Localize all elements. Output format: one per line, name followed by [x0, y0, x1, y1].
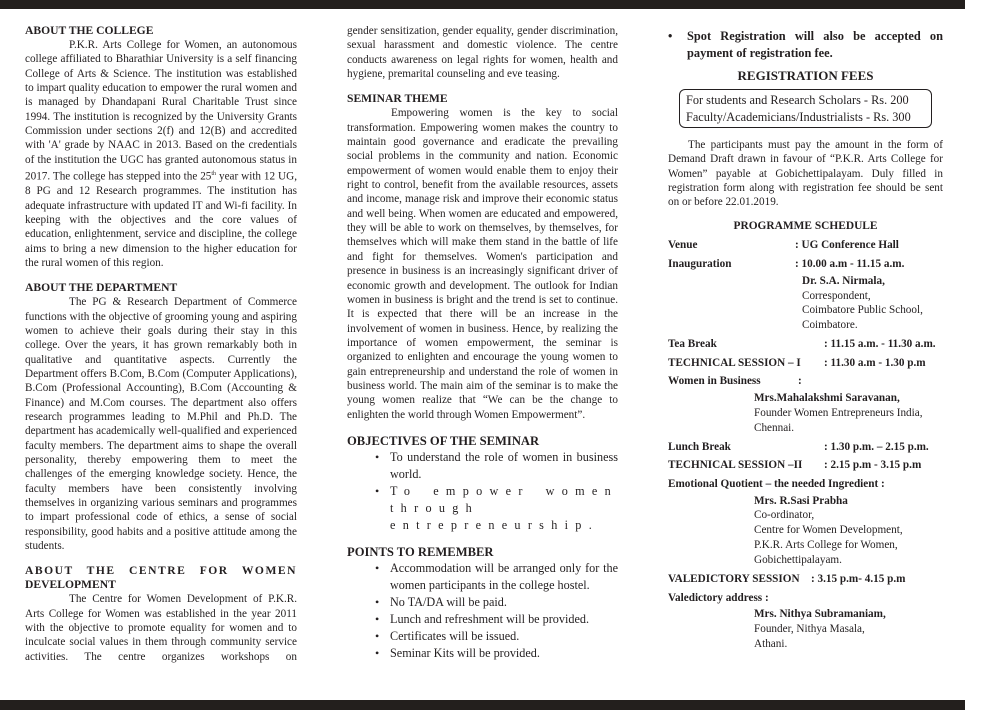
objective-item-text: To empower women through entrepreneurship.: [390, 483, 618, 532]
point-item: • Seminar Kits will be provided.: [390, 645, 618, 662]
objectives-heading: OBJECTIVES OF THE SEMINAR: [347, 433, 540, 448]
valedictory-address-label: Valedictory address :: [668, 591, 769, 604]
session-topic: Emotional Quotient – the needed Ingredient :: [668, 477, 885, 490]
seminar-theme-body: Empowering women is the key to social transformation. Empowering women makes the country to maintain good governance and eradicate the prevailing social problems in the community and nation. Economic empowerment of women would enable them to enjoy their right to control, benefit from the available resources, assets and income, manage risk and improve their economic status and well being. When women are educated and empowered, they will be able to work on themselves, by themselves, for themselves which will make them stand in the battle of life and fight for themselves. Women's participation and presence in business is an increasingly significant driver of economic growth and development. The outlook for Indian women in business is bright and the trend is set to continue. It is expected that there will be an increase in the involvement of women in business. Hence, by realizing the importance of women empowerment, the seminar is organized to enlighten and encourage the young women to gain entrepreneurship and understand the role of women in business world. The main aim of the seminar is to make the young women realize that “We can be the change to enlighten the world through Women Empowerment”.: [347, 107, 618, 421]
schedule-venue: [668, 239, 943, 253]
registration-fees-box: [679, 89, 932, 128]
speaker-name: Mrs. Nithya Subramaniam,: [754, 608, 886, 621]
schedule-label: VALEDICTORY SESSION: [668, 573, 800, 586]
speaker-detail: Centre for Women Development,: [754, 524, 903, 537]
points-heading: POINTS TO REMEMBER: [347, 544, 494, 559]
speaker-detail: Correspondent,: [802, 289, 871, 302]
schedule-value: : 10.00 a.m - 11.15 a.m.: [795, 258, 905, 271]
schedule-label: Tea Break: [668, 338, 717, 351]
session1-speaker-block: [668, 391, 943, 436]
spot-registration-note: [668, 28, 943, 62]
schedule-value: : 1.30 p.m. – 2.15 p.m.: [824, 440, 929, 453]
session2-topic: [668, 478, 943, 492]
about-college-section: [25, 24, 297, 270]
schedule-value: : 2.15 p.m - 3.15 p.m: [824, 459, 922, 472]
about-department-heading: ABOUT THE DEPARTMENT: [25, 281, 178, 295]
schedule-label: TECHNICAL SESSION – I: [668, 356, 801, 369]
about-college-body: [25, 38, 297, 270]
points-section: [347, 544, 618, 662]
speaker-name: Dr. S.A. Nirmala,: [802, 274, 885, 287]
speaker-detail: Founder Women Entrepreneurs India,: [754, 406, 923, 419]
about-college-text-tail: year with 12 UG, 8 PG and 12 Research programmes. The institution has adequate infrastructure with updated IT and Wi-fi facility. In keeping with the objectives and the core values of education, enlightenment, service and discipline, the college aims to bring a new dimension to the higher education for the rural women of this region.: [25, 170, 297, 269]
point-item: • Accommodation will be arranged only for the women participants in the college hostel.: [390, 560, 618, 594]
schedule-tea-break: [668, 338, 943, 352]
valedictory-speaker-block: [668, 607, 943, 652]
session2-speaker-block: [668, 494, 943, 569]
objective-item: • To understand the role of women in business world.: [390, 449, 618, 483]
bullet-icon: •: [668, 29, 673, 43]
point-item: • No TA/DA will be paid.: [390, 594, 618, 611]
objectives-section: [347, 433, 618, 534]
speaker-name: Mrs.Mahalakshmi Saravanan,: [754, 392, 900, 405]
about-college-text: P.K.R. Arts College for Women, an autonomous college affiliated to Bharathiar University is a self financing College of Arts & Science. The institution was established to impart quality education to empower the rural women and is managed by Dhandapani Rural Charitable Trust since 1994. The institution is recognized by the University Grants Commission under sections 2(f) and 12(B) and accredited with 'A' grade by NAAC in 2013. Based on the credentials of the institution the UGC has granted autonomous status in 2017. The college has stepped into the 25: [25, 39, 297, 183]
schedule-label: TECHNICAL SESSION –II: [668, 459, 803, 472]
fee-row: Faculty/Academicians/Industrialists - Rs. 300: [686, 109, 911, 124]
column-right: [668, 28, 943, 657]
speaker-detail: Co-ordinator,: [754, 509, 815, 522]
top-border-bar: [0, 0, 965, 9]
schedule-technical-session-1: [668, 357, 943, 371]
about-centre-body-continued: gender sensitization, gender equality, gender discrimination, sexual harassment and domestic violence. The centre conducts awareness on legal rights for women, health and hygiene, premarital counseling and eve teasing.: [347, 25, 618, 81]
schedule-value: : 11.15 a.m. - 11.30 a.m.: [824, 338, 936, 351]
column-middle: [347, 24, 618, 662]
ordinal-suffix: th: [211, 171, 217, 178]
spot-registration-text: Spot Registration will also be accepted on payment of registration fee.: [687, 29, 943, 60]
speaker-detail: Coimbatore.: [802, 319, 858, 332]
inauguration-speaker-block: [668, 274, 943, 334]
about-centre-heading-line1: ABOUT THE CENTRE FOR WOMEN: [25, 564, 297, 578]
session-topic: Women in Business: [668, 375, 761, 388]
schedule-lunch-break: [668, 441, 943, 455]
schedule-value: : 11.30 a.m - 1.30 p.m: [824, 356, 926, 369]
topic-colon: :: [798, 375, 802, 388]
schedule-label: Lunch Break: [668, 440, 731, 453]
objectives-list: [347, 449, 618, 534]
schedule-value: : 3.15 p.m- 4.15 p.m: [811, 573, 906, 586]
point-item: • Certificates will be issued.: [390, 628, 618, 645]
schedule-inauguration: [668, 258, 943, 272]
valedictory-address: [668, 592, 943, 606]
payment-instructions: The participants must pay the amount in the form of Demand Draft drawn in favour of “P.K.R. Arts College for Women” payable at Gobichettipalayam. Duly filled in registration form along with registration fee should be sent on or before 22.01.2019.: [668, 139, 943, 209]
fee-row: For students and Research Scholars - Rs. 200: [686, 93, 909, 107]
session1-topic: [668, 375, 943, 389]
schedule-label: Inauguration: [668, 258, 732, 271]
about-centre-body: The Centre for Women Development of P.K.R. Arts College for Women was established in the year 2011 with the objective to promote equality for women and to inculcate social values in them through community service activities. The centre organizes workshops on: [25, 593, 297, 663]
schedule-valedictory: [668, 573, 943, 587]
schedule-technical-session-2: [668, 459, 943, 473]
speaker-detail: Chennai.: [754, 421, 795, 434]
registration-fees-heading: REGISTRATION FEES: [737, 68, 874, 83]
about-centre-heading-line2: DEVELOPMENT: [25, 578, 116, 592]
points-list: [347, 560, 618, 662]
schedule-value: : UG Conference Hall: [795, 239, 899, 252]
about-college-heading: ABOUT THE COLLEGE: [25, 24, 154, 37]
objective-item: [390, 483, 618, 534]
speaker-detail: Athani.: [754, 638, 788, 651]
speaker-detail: Gobichettipalayam.: [754, 554, 842, 567]
about-department-body: The PG & Research Department of Commerce functions with the objective of grooming young and aspiring women to achieve their goals during their stay in this college. Over the years, it has grown remarkably both in qualitative and quantitative aspects. Currently the Department offers B.Com, B.Com (Computer Applications), B.Com (Professional Accounting), B.Com (Accounting & Finance) and M.Com courses. The department also offers research programmes leading to M.Phil and Ph.D. The department has academically well-qualified and experienced faculty members. The department aims to shape the overall personality, thereby empowering them to meet the challenges of the emerging knowledge society. Hence, the faculty members have been consistently involving themselves in organizing various seminars and programmes to impart professional code of ethics, a sense of social responsibility, good habits and a positive attitude among the students.: [25, 296, 297, 553]
speaker-detail: Coimbatore Public School,: [802, 304, 923, 317]
point-item: • Lunch and refreshment will be provided.: [390, 611, 618, 628]
speaker-detail: P.K.R. Arts College for Women,: [754, 539, 898, 552]
seminar-theme-section: [347, 92, 618, 422]
programme-schedule-heading: PROGRAMME SCHEDULE: [733, 220, 878, 233]
about-department-section: [25, 281, 297, 553]
column-left: [25, 24, 297, 664]
programme-schedule: [668, 219, 943, 652]
about-centre-section: [25, 564, 297, 664]
schedule-label: Venue: [668, 239, 698, 252]
speaker-name: Mrs. R.Sasi Prabha: [754, 494, 848, 507]
seminar-theme-heading: SEMINAR THEME: [347, 92, 448, 106]
bottom-border-bar: [0, 700, 965, 710]
speaker-detail: Founder, Nithya Masala,: [754, 623, 865, 636]
